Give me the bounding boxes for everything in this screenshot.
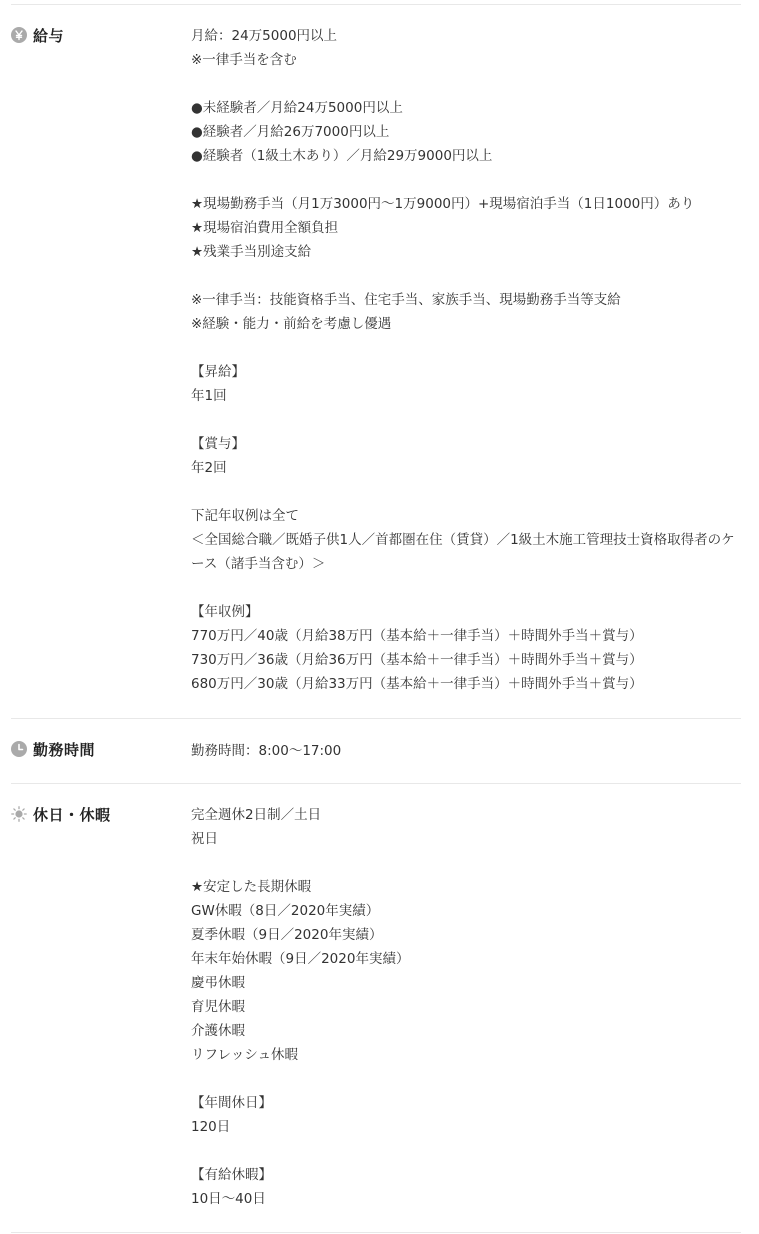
text-line: 下記年収例は全て (191, 508, 299, 524)
text-line: 【有給休暇】 (191, 1167, 272, 1183)
yen-icon (11, 27, 27, 43)
job-details-table (11, 4, 741, 1233)
holiday-row (11, 784, 741, 1233)
blank-line (191, 264, 741, 288)
text-line: 【年収例】 (191, 604, 259, 620)
blank-line (191, 480, 741, 504)
holiday-label-text: 休日・休暇 (33, 806, 111, 824)
blank-line (191, 851, 741, 875)
text-line: ●未経験者／月給24万5000円以上 (191, 100, 403, 116)
text-line: 【年間休日】 (191, 1095, 272, 1111)
text-line: 680万円／30歳（月給33万円（基本給＋一律手当）＋時間外手当＋賞与） (191, 676, 643, 692)
text-line: ●経験者／月給26万7000円以上 (191, 124, 390, 140)
blank-line (191, 72, 741, 96)
blank-line (191, 1139, 741, 1163)
text-line: ★現場宿泊費用全額負担 (191, 220, 339, 236)
text-line: ●経験者（1級土木あり）／月給29万9000円以上 (191, 148, 493, 164)
text-line: 120日 (191, 1119, 231, 1135)
sun-icon (11, 806, 27, 822)
clock-icon (11, 741, 27, 757)
text-line: ※経験・能力・前給を考慮し優遇 (191, 316, 392, 332)
text-line: 月給：24万5000円以上 (191, 28, 338, 44)
text-line: ※一律手当：技能資格手当、住宅手当、家族手当、現場勤務手当等支給 (191, 292, 621, 308)
salary-content (191, 5, 741, 718)
blank-line (191, 576, 741, 600)
text-line: ★安定した長期休暇 (191, 879, 312, 895)
salary-label-text: 給与 (33, 27, 65, 45)
hours-content (191, 719, 741, 783)
text-line: 夏季休暇（9日／2020年実績） (191, 927, 383, 943)
text-line: 慶弔休暇 (191, 975, 245, 991)
text-line: GW休暇（8日／2020年実績） (191, 903, 380, 919)
text-line: ※一律手当を含む (191, 52, 297, 68)
text-line: 介護休暇 (191, 1023, 245, 1039)
text-line: 完全週休2日制／土日 (191, 807, 322, 823)
text-line: ★現場勤務手当（月1万3000円〜1万9000円）+現場宿泊手当（1日1000円）あり (191, 196, 695, 212)
text-line: ★残業手当別途支給 (191, 244, 312, 260)
text-line: 年2回 (191, 460, 227, 476)
text-line: 【賞与】 (191, 436, 245, 452)
text-line: 年末年始休暇（9日／2020年実績） (191, 951, 410, 967)
text-line: ＜全国総合職／既婚子供1人／首都圏在住（賃貸）／1級土木施工管理技士資格取得者のケース（諸手当含む）＞ (191, 532, 735, 572)
hours-row (11, 719, 741, 784)
holiday-label (11, 784, 191, 1232)
text-line: 【昇給】 (191, 364, 245, 380)
blank-line (191, 1067, 741, 1091)
hours-label (11, 719, 191, 783)
text-line: 年1回 (191, 388, 227, 404)
blank-line (191, 168, 741, 192)
text-line: リフレッシュ休暇 (191, 1047, 299, 1063)
text-line: 730万円／36歳（月給36万円（基本給＋一律手当）＋時間外手当＋賞与） (191, 652, 643, 668)
text-line: 770万円／40歳（月給38万円（基本給＋一律手当）＋時間外手当＋賞与） (191, 628, 643, 644)
salary-label (11, 5, 191, 718)
salary-row (11, 5, 741, 719)
hours-label-text: 勤務時間 (33, 741, 96, 759)
text-line: 祝日 (191, 831, 218, 847)
text-line: 勤務時間：8:00〜17:00 (191, 743, 342, 759)
blank-line (191, 408, 741, 432)
blank-line (191, 336, 741, 360)
text-line: 育児休暇 (191, 999, 245, 1015)
holiday-content (191, 784, 741, 1232)
text-line: 10日〜40日 (191, 1191, 266, 1207)
